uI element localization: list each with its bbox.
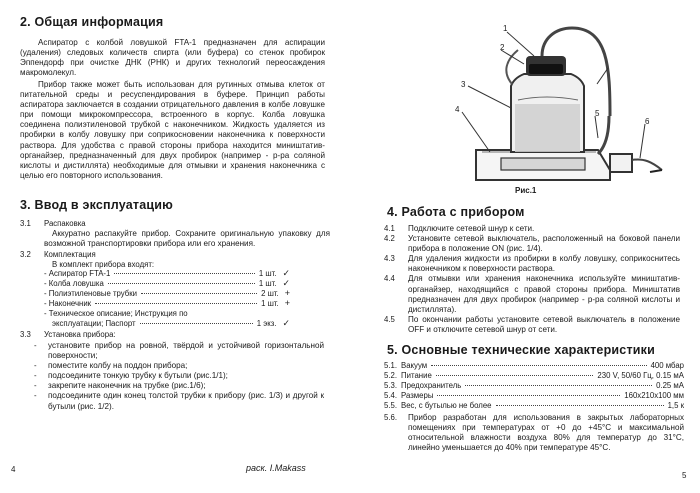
spec-num: 5.5. [384,400,398,410]
kit-item-qty: 1 экз. [256,318,277,328]
figure-callout-2: 2 [500,43,505,52]
footer-signature: раск. I.Makass [246,463,306,473]
install-step: - установите прибор на ровной, твёрдой и устойчивой горизонтальной поверхности; [34,341,324,361]
spec-label: Вес, с бутылью не более [401,400,492,410]
kit-item-qty: 1 шт. [258,278,277,288]
spec-label: Вакуум [401,361,428,370]
section-3-heading: 3. Ввод в эксплуатацию [20,198,174,212]
kit-item [44,289,290,299]
spec-row [384,361,684,371]
spec-row [384,371,684,381]
kit-item-qty: 2 шт. [261,288,279,298]
aspirator-figure [456,20,666,200]
kit-item-name: - Аспиратор FTA-1 [44,269,111,278]
page-number-left: 4 [11,465,16,474]
spec-num: 5.4. [384,390,398,400]
spec-value: 0.25 мА [656,380,684,390]
kit-item-qty: 1 шт. [261,298,279,308]
install-list [34,341,324,412]
install-step: - поместите колбу на поддон прибора; [34,361,188,371]
figure-callout-4: 4 [455,105,460,114]
plus-mark-icon: + [284,287,290,298]
section-4-item: 4.5 По окончании работы установите сетевой выключатель в положение OFF и отключите сетевой шнур от сети. [384,314,680,334]
item-3-1-title: Распаковка [44,219,86,228]
check-mark-icon: ✓ [282,317,290,328]
spec-row [384,381,684,391]
page-number-right: 5 [682,471,687,480]
section-4-item: 4.1 Подключите сетевой шнур к сети. [384,224,535,233]
spec-value: 160x210x100 мм [624,390,684,400]
check-mark-icon: ✓ [282,277,290,288]
kit-item-name: - Колба ловушка [44,278,104,288]
kit-item [44,279,290,289]
spec-6 [384,413,684,453]
section-4-item: 4.3 Для удаления жидкости из пробирки в колбу ловушку, соприкоснитесь наконечником к поверхности раствора. [384,254,680,274]
spec-6-num: 5.6. [384,412,398,422]
item-3-3 [20,330,330,340]
spec-row [384,401,684,411]
spec-num: 5.1. [384,361,398,370]
item-3-2-number: 3.2 [20,250,31,259]
section-2-paragraph-2: Прибор также может быть использован для рутинных отмыва клеток от питательной среды и ресуспендирования в буфере. Принцип работы аспиратора заключается в создании отрицательного давления в колбе ловушке при помощи микрокомпрессора, встроенного в корпус. Колба ловушка соединена полиэтиленовой трубкой с наконечником. Жидкость удаляется из пробирки в колбу ловушку при соприкосновении наконечника к поверхности раствора. Для удобства с правой стороны прибора находится миништатив-органайзер, предназначенный для двух пробирок (например - р-ра соляной кислоты и дистиллята) необходимые для отмывки и хранения наконечника с целью его повторного использования. [20,80,325,180]
spec-label: Питание [401,370,432,380]
section-4-items [384,224,680,335]
section-5-heading: 5. Основные технические характеристики [387,343,655,357]
item-3-1 [20,219,330,249]
install-step: - закрепите наконечник на трубке (рис.1/6); [34,381,206,391]
item-3-2-title: Комплектация [44,250,96,259]
plus-mark-icon: + [284,297,290,308]
kit-item-name: эксплуатации; Паспорт [52,318,136,328]
item-3-2-sub: В комплект прибора входят: [52,259,155,269]
spec-row [384,391,684,401]
section-4-heading: 4. Работа с прибором [387,205,525,219]
kit-item-qty: 1 шт. [258,269,277,278]
install-step: - подсоедините один конец толстой трубки к прибору (рис. 1/3) и другой к бутыли (рис. 1/2). [34,391,324,411]
section-4-item: 4.2 Установите сетевой выключатель, расположенный на боковой панели прибора в положение ON (рис. 1/4). [384,234,680,254]
section-2-paragraph-1: Аспиратор с колбой ловушкой FTA-1 предназначен для аспирации (удаления) следовых количеств спирта (или буфера) со стенок пробирок Эппендорф при очистке ДНК (РНК) и других технологий переосаждения макромолекул. [20,38,325,78]
kit-item-name: - Полиэтиленовые трубки [44,288,137,298]
section-4-item: 4.4 Для отмывки или хранения наконечника используйте миништатив-органайзер, находящийся с правой стороны прибора. Миништатив предназначен для двух пробирок (например - р-ра соляной кислоты и дистиллята). [384,274,680,314]
kit-list [44,269,290,328]
section-2-heading: 2. Общая информация [20,15,164,29]
specs-list [384,361,684,453]
item-3-1-text: Аккуратно распакуйте прибор. Сохраните оригинальную упаковку для возможной транспортировки прибора или его хранения. [44,228,330,248]
spec-num: 5.3. [384,380,398,390]
kit-item [44,269,290,279]
item-3-1-number: 3.1 [20,219,31,228]
kit-item [44,319,290,329]
kit-item-name: - Наконечник [44,298,92,308]
spec-num: 5.2. [384,370,398,380]
figure-callout-1: 1 [503,24,508,33]
figure-caption: Рис.1 [515,186,537,195]
install-step: - подсоедините тонкую трубку к бутыли (рис.1/1); [34,371,228,381]
spec-value: 1,5 к [667,400,684,410]
spec-value: 230 V, 50/60 Гц, 0.15 мА [597,370,684,380]
spec-value: 400 мбар [650,361,684,370]
figure-callout-6: 6 [645,117,650,126]
spec-label: Предохранитель [401,380,462,390]
figure-callout-3: 3 [461,80,466,89]
kit-item-name: - Техническое описание; Инструкция по [44,308,188,318]
spec-label: Размеры [401,390,434,400]
item-3-3-number: 3.3 [20,330,31,339]
kit-item [44,309,290,319]
kit-item [44,299,290,309]
item-3-2 [20,250,330,270]
item-3-3-title: Установка прибора: [44,330,116,339]
check-mark-icon: ✓ [282,268,290,278]
figure-callout-5: 5 [595,109,600,118]
spec-6-text: Прибор разработан для использования в закрытых лабораторных помещениях при температурах от +0 до +45°С и максимальной относительной влажности воздуха 80% для температур до 31°С, линейно уменьшается до 40% при температуре 45°С. [408,412,684,452]
